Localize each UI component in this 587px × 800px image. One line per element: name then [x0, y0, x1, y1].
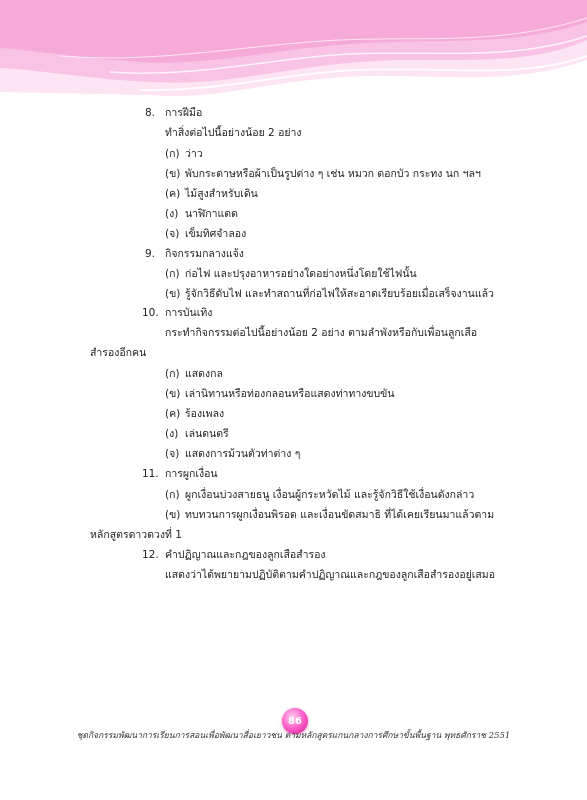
sub-label: (ค) — [165, 188, 181, 200]
item-number: 11. — [142, 468, 159, 480]
sub-label: (ก) — [165, 148, 180, 160]
sub-label: (ข) — [165, 288, 181, 300]
sub-label: (ง) — [165, 208, 179, 220]
sub-text: พับกระดาษหรือผ้าเป็นรูปต่าง ๆ เช่น หมวก ดอกบัว กระทง นก ฯลฯ — [185, 168, 481, 180]
sub-text: เล่นดนตรี — [185, 428, 229, 440]
sub-label: (ข) — [165, 168, 181, 180]
item-instruction: ทำสิ่งต่อไปนี้อย่างน้อย 2 อย่าง — [165, 127, 302, 139]
item-number: 10. — [142, 307, 159, 319]
sub-text: เล่านิทานหรือท่องกลอนหรือแสดงท่าทางขบขัน — [185, 388, 395, 400]
sub-label: (ข) — [165, 509, 181, 521]
sub-text: ก่อไฟ และปรุงอาหารอย่างใดอย่างหนึ่งโดยใช้ไฟนั้น — [185, 268, 417, 280]
item-title: กิจกรรมกลางแจ้ง — [165, 248, 244, 260]
sub-text: ไม้สูงสำหรับเดิน — [185, 188, 258, 200]
sub-text: แสดงการม้วนตัวท่าต่าง ๆ — [185, 448, 301, 460]
sub-text: ทบทวนการผูกเงื่อนพิรอด และเงื่อนขัดสมาธิ ที่ได้เคยเรียนมาแล้วตาม — [185, 509, 495, 521]
footer-caption: ชุดกิจกรรมพัฒนาการเรียนการสอนเพื่อพัฒนาสื่อเยาวชน ตามหลักสูตรแกนกลางการศึกษาขั้นพื้นฐาน พุทธศักราช 2551 — [76, 731, 511, 741]
sub-label: (ค) — [165, 408, 181, 420]
item-title: การผูกเงื่อน — [165, 468, 218, 480]
sub-label: (ก) — [165, 489, 180, 501]
sub-text: ว่าว — [185, 148, 203, 160]
sub-label: (ก) — [165, 268, 180, 280]
sub-label: (จ) — [165, 228, 180, 240]
item-number: 9. — [145, 248, 156, 260]
item-number: 8. — [145, 107, 156, 119]
page-number: 86 — [288, 715, 302, 727]
sub-label: (ง) — [165, 428, 179, 440]
sub-text: เข็มทิศจำลอง — [185, 228, 247, 240]
sub-text: ร้องเพลง — [185, 408, 225, 420]
item-title: การบันเทิง — [165, 307, 213, 319]
item-title: คำปฏิญาณและกฎของลูกเสือสำรอง — [165, 549, 326, 561]
sub-label: (ก) — [165, 368, 180, 380]
sub-text-continued: หลักสูตรดาวดวงที่ 1 — [90, 529, 182, 541]
sub-label: (จ) — [165, 448, 180, 460]
item-title: การฝีมือ — [165, 107, 203, 119]
item-instruction-continued: สำรองอีกคน — [90, 347, 147, 359]
sub-label: (ข) — [165, 388, 181, 400]
sub-text: รู้จักวิธีดับไฟ และทำสถานที่ก่อไฟให้สะอาดเรียบร้อยเมื่อเสร็จงานแล้ว — [185, 288, 494, 300]
sub-text: นาฬิกาแดด — [185, 208, 238, 220]
sub-text: แสดงกล — [185, 368, 223, 380]
item-instruction: กระทำกิจกรรมต่อไปนี้อย่างน้อย 2 อย่าง ตามลำพังหรือกับเพื่อนลูกเสือ — [165, 327, 478, 339]
item-text: แสดงว่าได้พยายามปฏิบัติตามคำปฏิญาณและกฎของลูกเสือสำรองอยู่เสมอ — [165, 569, 496, 581]
sub-text: ผูกเงื่อนบ่วงสายธนู เงื่อนผู้กระหวัดไม้ และรู้จักวิธีใช้เงื่อนดังกล่าว — [185, 489, 475, 501]
item-number: 12. — [142, 549, 159, 561]
